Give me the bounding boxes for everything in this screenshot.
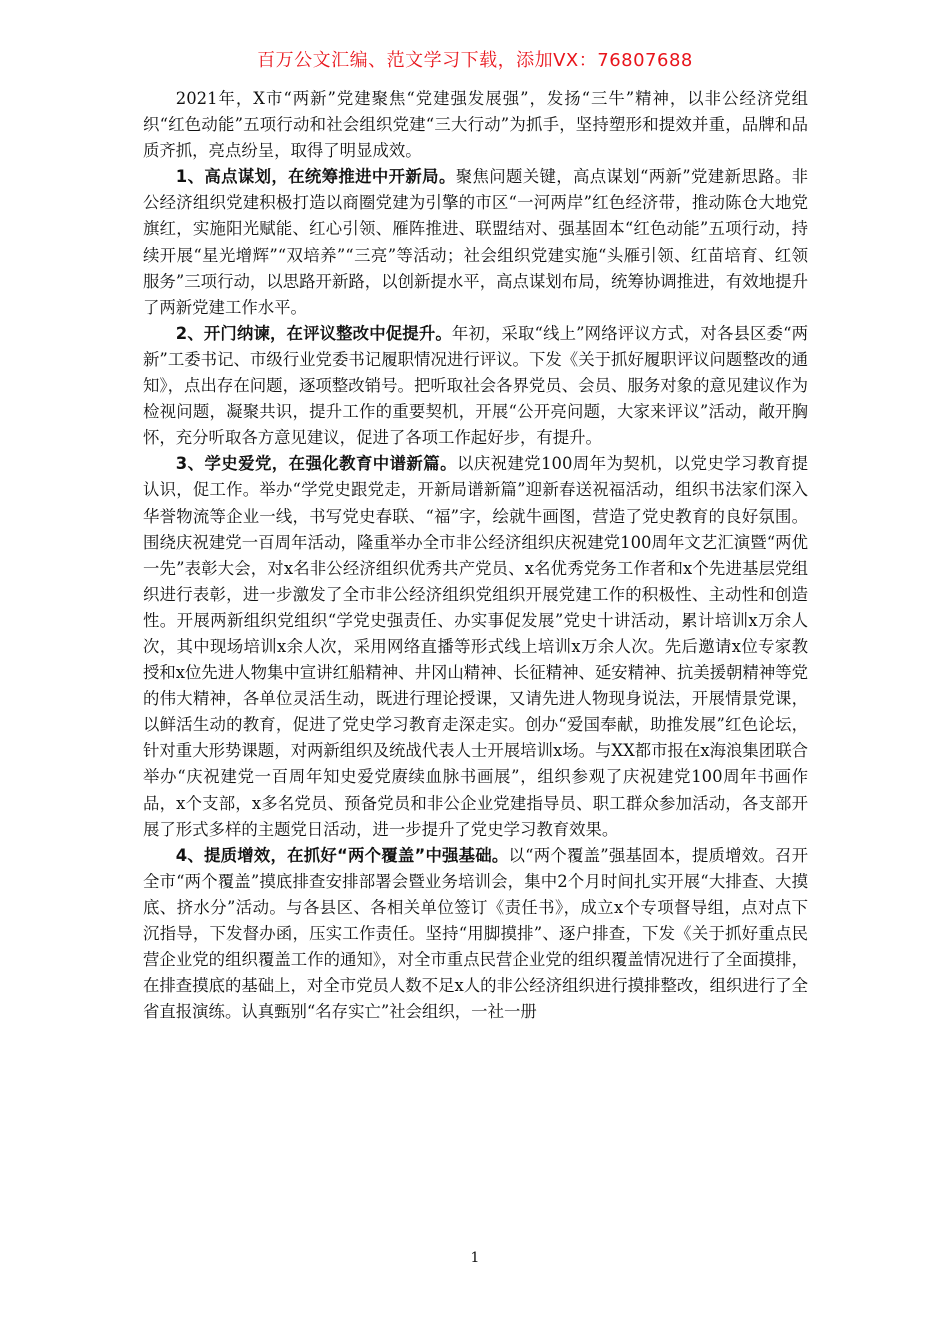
section-4-paragraph [143, 843, 808, 1026]
section-4-body: 以“两个覆盖”强基固本，提质增效。召开全市“两个覆盖”摸底排查安排部署会暨业务培训会，集中2个月时间扎实开展“大排查、大摸底、挤水分”活动。与各县区、各相关单位签订《责任书》，成立x个专项督导组，点对点下沉指导，下发督办函，压实工作责任。坚持“用脚摸排”、逐户排查，下发《关于抓好重点民营企业党的组织覆盖工作的通知》，对全市重点民营企业党的组织覆盖情况进行了全面摸排，在排查摸底的基础上，对全市党员人数不足x人的非公经济组织进行摸排整改，组织进行了全省直报演练。认真甄别“名存实亡”社会组织，一社一册 [143, 845, 808, 1022]
header-banner: 百万公文汇编、范文学习下载，添加VX：76807688 [257, 50, 693, 71]
section-4-heading: 4、提质增效，在抓好“两个覆盖”中强基础。 [175, 845, 509, 865]
section-1-heading: 1、高点谋划，在统筹推进中开新局。 [175, 167, 456, 187]
intro-paragraph: 2021年，X市“两新”党建聚焦“党建强发展强”，发扬“三牛”精神，以非公经济党组织“红色动能”五项行动和社会组织党建“三大行动”为抓手，坚持塑形和提效并重，品牌和品质齐抓，亮点纷呈，取得了明显成效。 [143, 89, 808, 161]
section-3-body: 以庆祝建党100周年为契机，以党史学习教育提认识，促工作。举办“学党史跟党走，开新局谱新篇”迎新春送祝福活动，组织书法家们深入华誉物流等企业一线，书写党史春联、“福”字，绘就牛画图，营造了党史教育的良好氛围。围绕庆祝建党一百周年活动，隆重举办全市非公经济组织庆祝建党100周年文艺汇演暨“两优一先”表彰大会，对x名非公经济组织优秀共产党员、x名优秀党务工作者和x个先进基层党组织进行表彰，进一步激发了全市非公经济组织党组织开展党建工作的积极性、主动性和创造性。开展两新组织党组织“学党史强责任、办实事促发展”党史十讲活动，累计培训x万余人次，其中现场培训x余人次，采用网络直播等形式线上培训x万余人次。先后邀请x位专家教授和x位先进人物集中宣讲红船精神、井冈山精神、长征精神、延安精神、抗美援朝精神等党的伟大精神，各单位灵活生动，既进行理论授课，又请先进人物现身说法，开展情景党课，以鲜活生动的教育，促进了党史学习教育走深走实。创办“爱国奉献，助推发展”红色论坛，针对重大形势课题，对两新组织及统战代表人士开展培训x场。与XX都市报在x海浪集团联合举办“庆祝建党一百周年知史爱党赓续血脉书画展”，组织参观了庆祝建党100周年书画作品，x个支部，x多名党员、预备党员和非公企业党建指导员、职工群众参加活动，各支部开展了形式多样的主题党日活动，进一步提升了党史学习教育效果。 [143, 454, 808, 839]
section-2-body: 年初，采取“线上”网络评议方式，对各县区委“两新”工委书记、市级行业党委书记履职情况进行评议。下发《关于抓好履职评议问题整改的通知》，点出存在问题，逐项整改销号。把听取社会各界党员、会员、服务对象的意见建议作为检视问题，凝聚共识，提升工作的重要契机，开展“公开亮问题，大家来评议”活动，敞开胸怀，充分听取各方意见建议，促进了各项工作起好步，有提升。 [143, 323, 808, 448]
section-3-heading: 3、学史爱党，在强化教育中谱新篇。 [175, 454, 457, 474]
section-1-body: 聚焦问题关键，高点谋划“两新”党建新思路。非公经济组织党建积极打造以商圈党建为引擎的市区“一河两岸”红色经济带，推动陈仓大地党旗红，实施阳光赋能、红心引领、雁阵推进、联盟结对、强基固本“红色动能”五项行动，持续开展“星光增辉”“双培养”“三亮”等活动；社会组织党建实施“头雁引领、红苗培育、红领服务”三项行动，以思路开新路，以创新提水平，高点谋划布局，统筹协调推进，有效地提升了两新党建工作水平。 [143, 167, 808, 317]
document-body [143, 86, 808, 1025]
page-number: 1 [470, 1250, 480, 1266]
section-3-paragraph [143, 451, 808, 842]
section-1-paragraph [143, 164, 808, 321]
section-2-heading: 2、开门纳谏，在评议整改中促提升。 [175, 323, 452, 343]
section-2-paragraph [143, 321, 808, 451]
